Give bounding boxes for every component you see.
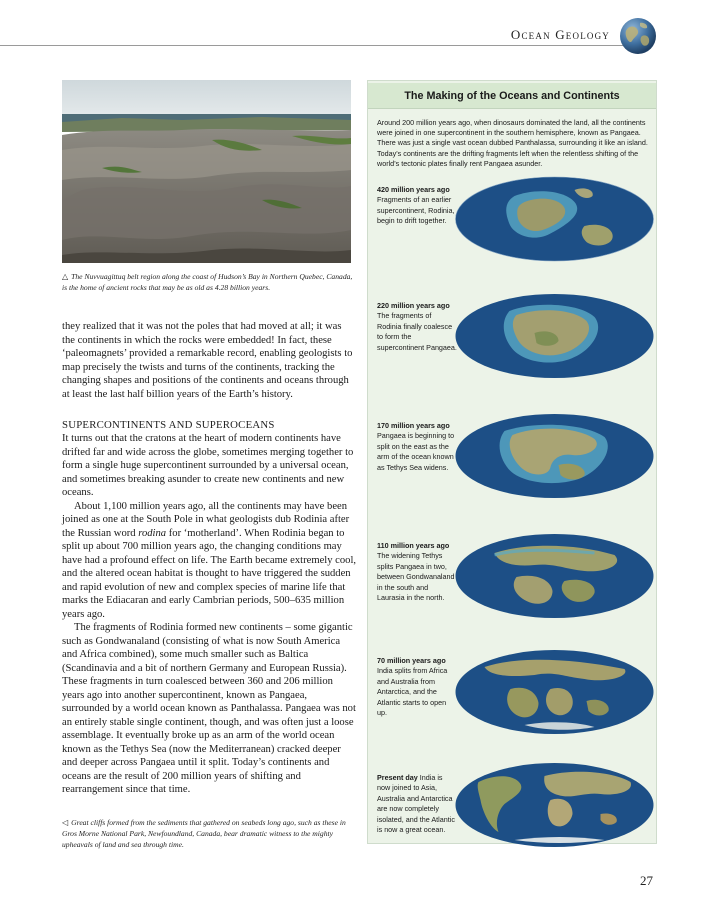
paleomap-170-million-years <box>454 413 655 499</box>
sidebar-title: The Making of the Oceans and Continents <box>404 90 620 102</box>
globe-icon <box>618 16 658 56</box>
paleomap-220-million-years <box>454 293 655 379</box>
section-subheading: SUPERCONTINENTS AND SUPEROCEANS <box>62 419 275 431</box>
era-text-220: 220 million years ago The fragments of Rodinia finally coalesce to form the supercontinent Pangaea. <box>377 301 457 352</box>
era-text-420: 420 million years ago Fragments of an earlier supercontinent, Rodinia, begin to drift together. <box>377 185 455 226</box>
photo-caption-gros-morne <box>62 817 357 850</box>
photo-caption-nuvvuagittuq <box>62 271 354 293</box>
paleomap-present-day <box>454 762 655 848</box>
running-header-title: Ocean Geology <box>510 27 610 42</box>
caption-text: The Nuvvuagittuq belt region along the coast of Hudson’s Bay in Northern Quebec, Canada, is the home of ancient rocks that may be as old as 4.28 billion years. <box>62 272 353 292</box>
body-paragraph-2: It turns out that the cratons at the heart of modern continents have drifted far and wide across the globe, sometimes merging together to form a single huge supercontinent surrounded by a universal ocean, and sometimes breaking asunder to create new continents and new oceans. <box>62 433 354 498</box>
coastal-rocks-photo <box>62 80 351 263</box>
paleomap-420-million-years <box>454 176 655 262</box>
era-text-present: Present day India is now joined to Asia, Australia and Antarctica are now completely isolated, and the Atlantic is now a great ocean. <box>377 773 455 835</box>
italic-term: rodina <box>138 527 167 539</box>
era-text-170: 170 million years ago Pangaea is beginning to split on the east as the arm of the ocean known as Tethys Sea widens. <box>377 421 455 472</box>
sidebar-box <box>367 80 657 844</box>
body-section-supercontinents <box>62 432 357 797</box>
caption-triangle-left-icon: ◁ <box>62 818 69 827</box>
sidebar-intro: Around 200 million years ago, when dinosaurs dominated the land, all the continents were joined in one supercontinent in the southern hemisphere, known as Pangaea. There was just a single vast ocean dubbed Panthalassa, surrounding it like an island. Today’s continents are the drifting fragments left when the relentless shifting of the world’s tectonic plates finally rent Pangaea asunder. <box>377 118 648 168</box>
sidebar-title-bar <box>368 83 656 109</box>
caption-triangle-up-icon: △ <box>62 272 69 281</box>
body-paragraph-1: they realized that it was not the poles that had moved at all; it was the continents in which the rocks were embedded! In fact, these ‘paleomagnets’ provided a remarkable record, enabling geologists to map precisely the twists and turns of the continents, tracking the changing shapes and positions of the continents and oceans through at least the last half billion years of the Earth’s history. <box>62 321 353 400</box>
page-number: 27 <box>640 873 653 888</box>
caption-text: Great cliffs formed from the sediments that gathered on seabeds long ago, such as these in Gros Morne National Park, Newfoundland, Canada, bear dramatic witness to the mighty upheavals of land and sea through time. <box>62 818 346 849</box>
era-text-110: 110 million years ago The widening Tethys splits Pangaea in two, between Gondwanaland in the south and Laurasia in the north. <box>377 541 455 603</box>
paleomap-110-million-years <box>454 533 655 619</box>
paleomap-70-million-years <box>454 649 655 735</box>
header-rule <box>0 45 632 46</box>
body-paragraph-3: About 1,100 million years ago, all the continents may have been joined as one at the South Pole in what geologists dub Rodinia after the Russian word rodina for ‘motherland’. When Rodinia began to split up about 700 million years ago, the changing conditions may have had a profound effect on life. The Earth became extremely cool, and the altered ocean habitat is thought to have triggered the sudden and rapid evolution of new and complex species of marine life that marks the Ediacaran and early Cambrian periods, 500–635 million years ago. <box>62 500 357 620</box>
era-text-70: 70 million years ago India splits from Africa and Australia from Antarctica, and the Atlantic starts to open up. <box>377 656 448 718</box>
body-paragraph-4: The fragments of Rodinia formed new continents – some gigantic such as Gondwanaland (consisting of what is now South America and Africa combined), some much smaller such as Baltica (Scandinavia and a bit of northern Germany and European Russia). These fragments in turn coalesced between 360 and 206 million years ago into another supercontinent, known as Pangaea, surrounded by a world ocean known as Panthalassa. Pangaea was not an entirely stable single continent, though, and was often just a loose assemblage. It eventually broke up as an arm of the world ocean known as the Tethys Sea (now the Mediterranean) cracked deeper and deeper across Pangaea until it split. Today’s continents and oceans are the result of 200 million years of shifting and rearrangement since that time. <box>62 622 356 795</box>
